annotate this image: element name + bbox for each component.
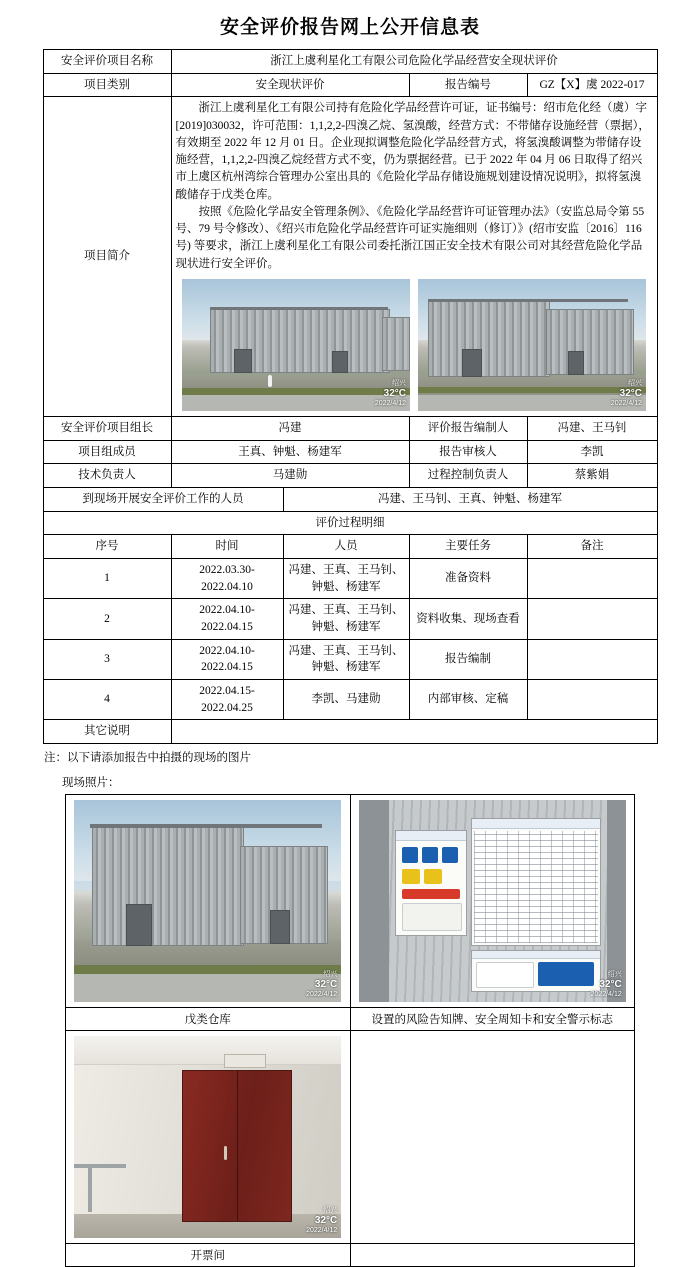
other-value [171, 720, 657, 744]
process-row-task: 内部审核、定稿 [409, 679, 527, 719]
gallery-cell-photo [66, 794, 351, 1007]
process-table-header-row [43, 535, 657, 559]
process-row-remark [527, 599, 657, 639]
project-type-value: 安全现状评价 [171, 73, 409, 97]
gallery-caption-row [66, 1243, 635, 1266]
intro-paragraph-2: 按照《危险化学品安全管理条例》、《危险化学品经营许可证管理办法》（安监总局令第 55 号、79 号令修改）、《绍兴市危险化学品经营许可证实施细则（修订）》(绍市安监〔2016〕116 号) 等要求，浙江上虞利星化工有限公司委托浙江国正安全技术有限公司对其经营危险化学品现状进行安全评价。 [175, 205, 645, 270]
table-row [43, 720, 657, 744]
intro-cell [171, 97, 657, 417]
report-reviewer-value: 李凯 [527, 440, 657, 464]
process-col-remark: 备注 [527, 535, 657, 559]
door-handle-icon [224, 1146, 227, 1160]
process-detail-header: 评价过程明细 [43, 511, 657, 535]
warning-triangle-icon [402, 869, 420, 884]
process-row-people: 冯建、王真、王马钊、钟魁、杨建军 [283, 558, 409, 598]
team-members-value: 王真、钟魁、杨建军 [171, 440, 409, 464]
tech-lead-label: 技术负责人 [43, 464, 171, 488]
table-row [43, 639, 657, 679]
site-photo-gallery [65, 794, 635, 1267]
photo-stamp: 绍兴 32°C 2022/4/12 [374, 380, 406, 407]
process-col-task: 主要任务 [409, 535, 527, 559]
table-row [43, 599, 657, 639]
inline-photo-row [176, 279, 653, 411]
handrail-post [88, 1164, 92, 1212]
safety-sign-board-right [471, 818, 601, 946]
gallery-caption-row [66, 1007, 635, 1030]
process-row-no: 4 [43, 679, 171, 719]
photo-stamp: 绍兴 32°C 2022/4/12 [610, 380, 642, 407]
process-control-value: 蔡紫娟 [527, 464, 657, 488]
process-row-task: 准备资料 [409, 558, 527, 598]
photo-stamp: 绍兴 32°C 2022/4/12 [306, 971, 338, 998]
photo-warehouse-exterior-right [418, 279, 646, 411]
process-row-no: 2 [43, 599, 171, 639]
report-reviewer-label: 报告审核人 [409, 440, 527, 464]
table-row [43, 511, 657, 535]
person-figure [268, 375, 272, 387]
gallery-caption: 戊类仓库 [66, 1007, 351, 1030]
table-row [43, 440, 657, 464]
handrail [74, 1164, 126, 1168]
report-no-label: 报告编号 [409, 73, 527, 97]
gallery-heading: 现场照片： [62, 776, 120, 789]
process-col-people: 人员 [283, 535, 409, 559]
table-row [43, 679, 657, 719]
other-label: 其它说明 [43, 720, 171, 744]
page-title: 安全评价报告网上公开信息表 [219, 17, 480, 38]
report-author-label: 评价报告编制人 [409, 416, 527, 440]
process-row-people: 冯建、王真、王马钊、钟魁、杨建军 [283, 639, 409, 679]
door [182, 1070, 292, 1222]
photo-risk-notice-boards [359, 800, 626, 1002]
intro-paragraph-1: 浙江上虞利星化工有限公司持有危险化学品经营许可证，证书编号：绍市危化经（虞）字[2019]030032，许可范围：1,1,2,2-四溴乙烷、氢溴酸，经营方式：不带储存设施经营（票据），有效期至 2022 年 12 月 01 日。企业现拟调整危险化学品经营方式，将氢溴酸调整为带储存设施经营，1,1,2,2-四溴乙烷经营方式不变，仍为票据经营。已于 2022 年 04 月 06 日取得了绍兴市上虞区杭州湾综合管理办公室出具的《危险化学品存储设施规划建设情况说明》，拟将氢溴酸储存于戊类仓库。 [175, 102, 650, 201]
tech-lead-value: 马建勋 [171, 464, 409, 488]
gallery-photo-row [66, 1030, 635, 1243]
process-row-remark [527, 558, 657, 598]
photo-stamp: 绍兴 32°C 2022/4/12 [306, 1207, 338, 1234]
photo-warehouse-exterior-left [182, 279, 410, 411]
gallery-caption: 设置的风险告知牌、安全周知卡和安全警示标志 [350, 1007, 635, 1030]
report-author-value: 冯建、王马钊 [527, 416, 657, 440]
intro-text [176, 100, 653, 273]
gallery-caption: 开票间 [66, 1243, 351, 1266]
table-row [43, 50, 657, 74]
ppe-icon [442, 847, 458, 863]
report-no-value: GZ【X】虞 2022-017 [527, 73, 657, 97]
project-type-label: 项目类别 [43, 73, 171, 97]
photo-class-e-warehouse [74, 800, 341, 1002]
gallery-caption-empty [350, 1243, 635, 1266]
process-control-label: 过程控制负责人 [409, 464, 527, 488]
table-row [43, 558, 657, 598]
process-row-people: 李凯、马建勋 [283, 679, 409, 719]
process-col-no: 序号 [43, 535, 171, 559]
safety-sign-board-bottom [471, 950, 601, 992]
ppe-icon [402, 847, 418, 863]
intro-label: 项目简介 [43, 97, 171, 417]
info-table [43, 49, 658, 744]
table-row [43, 416, 657, 440]
process-row-task: 资料收集、现场查看 [409, 599, 527, 639]
process-row-remark [527, 639, 657, 679]
gallery-photo-row [66, 794, 635, 1007]
process-col-time: 时间 [171, 535, 283, 559]
process-row-remark [527, 679, 657, 719]
onsite-label: 到现场开展安全评价工作的人员 [43, 487, 283, 511]
note-text: 注：以下请添加报告中拍摄的现场的图片 [44, 751, 251, 764]
team-members-label: 项目组成员 [43, 440, 171, 464]
process-row-no: 1 [43, 558, 171, 598]
process-row-people: 冯建、王真、王马钊、钟魁、杨建军 [283, 599, 409, 639]
team-leader-value: 冯建 [171, 416, 409, 440]
warning-triangle-icon [424, 869, 442, 884]
project-name-label: 安全评价项目名称 [43, 50, 171, 74]
ppe-icon [422, 847, 438, 863]
photo-invoice-room [74, 1036, 341, 1238]
table-row [43, 487, 657, 511]
process-row-time: 2022.04.15-2022.04.25 [171, 679, 283, 719]
room-sign [224, 1054, 266, 1068]
photo-stamp: 绍兴 32°C 2022/4/12 [590, 971, 622, 998]
project-name-value: 浙江上虞利星化工有限公司危险化学品经营安全现状评价 [171, 50, 657, 74]
team-leader-label: 安全评价项目组长 [43, 416, 171, 440]
gallery-cell-photo [350, 794, 635, 1007]
table-row [43, 464, 657, 488]
process-row-time: 2022.04.10-2022.04.15 [171, 639, 283, 679]
process-row-no: 3 [43, 639, 171, 679]
table-row [43, 73, 657, 97]
gallery-cell-photo [66, 1030, 351, 1243]
process-row-task: 报告编制 [409, 639, 527, 679]
sign-text-block [402, 903, 462, 931]
gallery-cell-empty [350, 1030, 635, 1243]
process-row-time: 2022.03.30-2022.04.10 [171, 558, 283, 598]
safety-sign-board-left [395, 830, 467, 936]
hazard-banner [402, 889, 460, 899]
table-row [43, 97, 657, 417]
onsite-value: 冯建、王马钊、王真、钟魁、杨建军 [283, 487, 657, 511]
process-row-time: 2022.04.10-2022.04.15 [171, 599, 283, 639]
